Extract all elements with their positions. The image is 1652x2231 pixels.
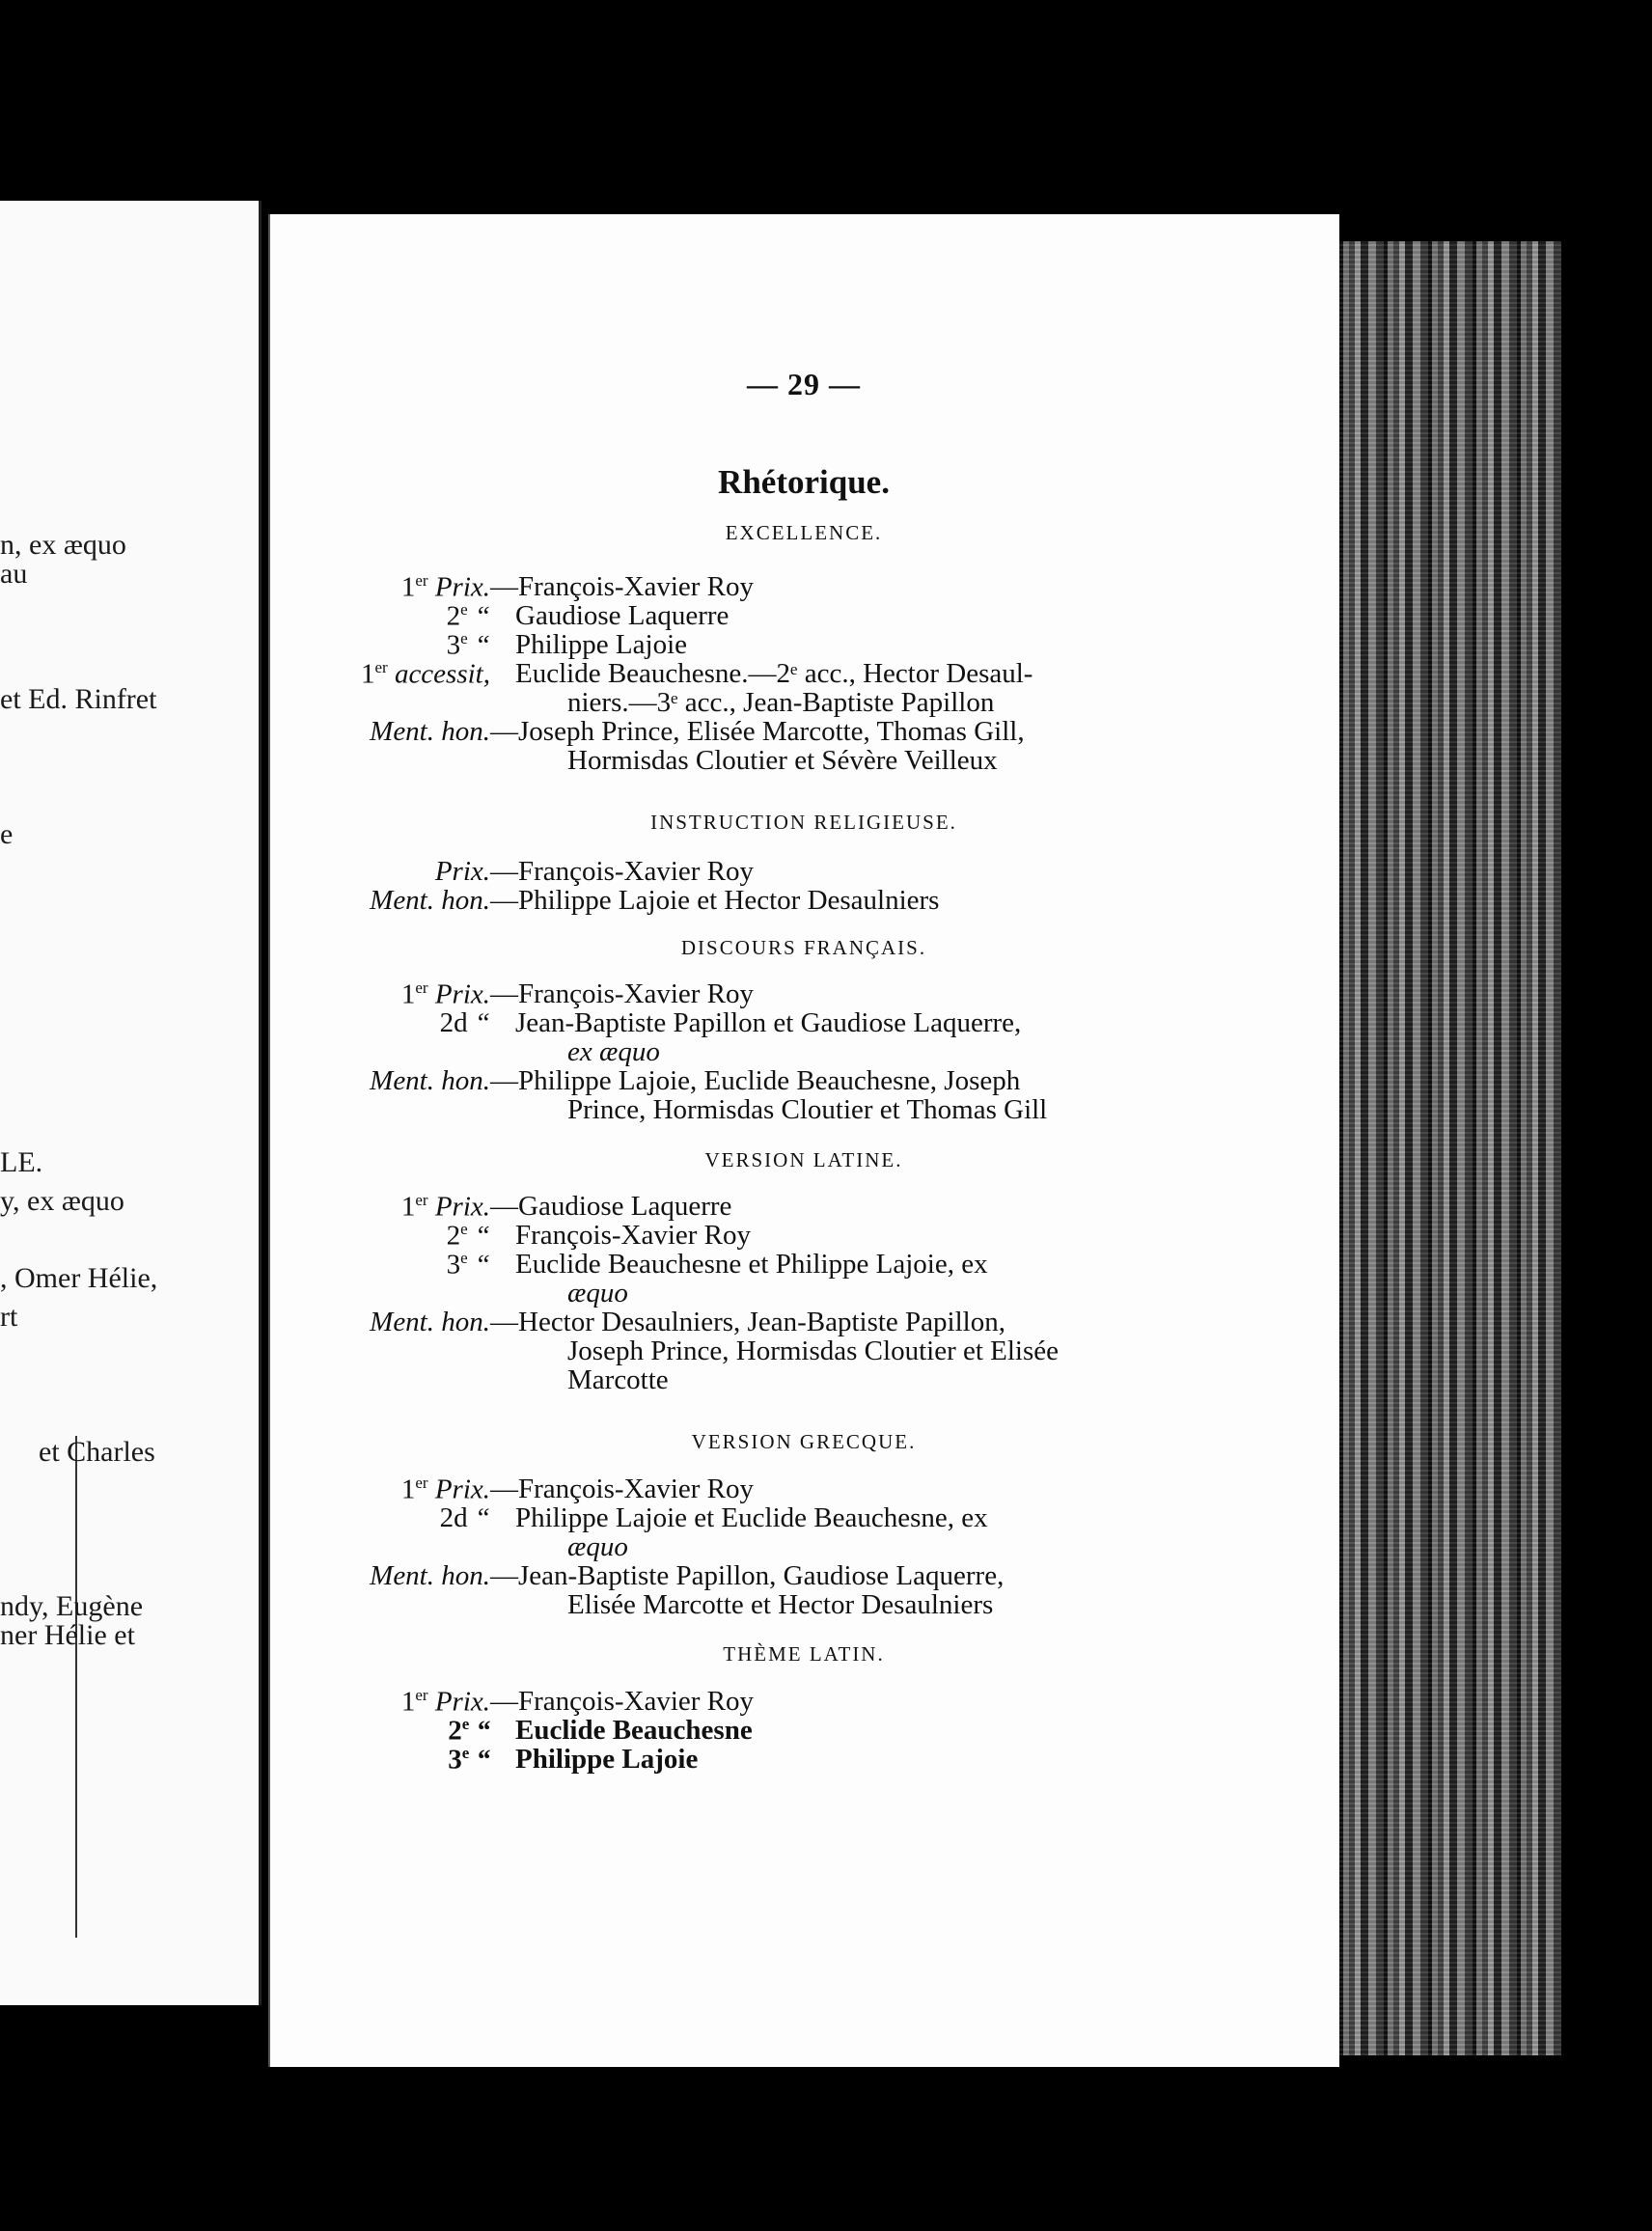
prize-rank: 2d “ — [439, 1007, 490, 1038]
prize-entry-continuation: Elisée Marcotte et Hector Desaulniers — [567, 1589, 994, 1620]
left-page-text: , Omer Hélie, — [0, 1262, 158, 1294]
section-heading: INSTRUCTION RELIGIEUSE. — [650, 811, 957, 834]
prize-entry-continuation: niers.—3ᵉ acc., Jean-Baptiste Papillon — [567, 687, 995, 718]
page-title: Rhétorique. — [718, 463, 890, 501]
left-page-text: LE. — [0, 1146, 43, 1178]
prize-entry: François-Xavier Roy — [515, 1220, 752, 1251]
prize-entry-continuation: Joseph Prince, Hormisdas Cloutier et Elisée — [567, 1336, 1060, 1366]
prize-rank: 2d “ — [439, 1502, 490, 1533]
prize-entry-continuation: æquo — [567, 1531, 628, 1562]
section-heading: VERSION GRECQUE. — [691, 1430, 917, 1453]
prize-entry: —François-Xavier Roy — [490, 1686, 755, 1717]
left-page-text: et Charles — [39, 1436, 155, 1468]
prize-rank: 1er Prix. — [400, 1686, 490, 1718]
previous-page-fragment — [0, 201, 262, 2005]
prize-entry: Euclide Beauchesne.—2ᵉ acc., Hector Desaul- — [515, 658, 1033, 689]
prize-rank: 1er Prix. — [400, 1191, 490, 1223]
prize-entry: Philippe Lajoie — [515, 629, 687, 660]
prize-rank: 2e “ — [446, 1220, 490, 1252]
prize-rank: Ment. hon. — [370, 1307, 490, 1337]
prize-entry: —Philippe Lajoie et Hector Desaulniers — [490, 885, 940, 916]
prize-rank: 2e “ — [446, 600, 490, 632]
prize-entry-continuation: Prince, Hormisdas Cloutier et Thomas Gill — [567, 1094, 1048, 1125]
prize-rank: Ment. hon. — [370, 1560, 490, 1591]
prize-entry: —Jean-Baptiste Papillon, Gaudiose Laquerre, — [490, 1560, 1005, 1591]
prize-entry: Euclide Beauchesne et Philippe Lajoie, ex — [515, 1249, 988, 1280]
prize-entry-continuation: ex æquo — [567, 1036, 660, 1067]
prize-entry: Philippe Lajoie et Euclide Beauchesne, ex — [515, 1502, 988, 1533]
prize-entry: —François-Xavier Roy — [490, 856, 755, 887]
left-page-text: et Ed. Rinfret — [0, 683, 157, 715]
prize-rank: Ment. hon. — [370, 1065, 490, 1096]
left-page-text: ner Hélie et — [0, 1619, 135, 1651]
prize-entry: —François-Xavier Roy — [490, 571, 755, 602]
binding-line — [75, 1436, 77, 1938]
prize-entry: —Gaudiose Laquerre — [490, 1191, 732, 1222]
prize-entry-continuation: æquo — [567, 1278, 628, 1308]
page-edges — [1339, 241, 1561, 2055]
prize-rank: Ment. hon. — [370, 885, 490, 916]
prize-rank: Prix. — [434, 856, 490, 887]
prize-rank: 3e “ — [446, 1249, 490, 1281]
prize-rank: 1er Prix. — [400, 571, 490, 603]
page-number: — 29 — — [747, 367, 861, 401]
left-page-text: ndy, Eugène — [0, 1590, 144, 1622]
left-page-text: y, ex æquo — [0, 1185, 124, 1217]
book-page — [268, 214, 1339, 2067]
prize-entry: Philippe Lajoie — [515, 1744, 699, 1775]
left-page-text: au — [0, 558, 28, 590]
prize-rank: Ment. hon. — [370, 716, 490, 747]
prize-entry: —François-Xavier Roy — [490, 1474, 755, 1504]
prize-entry: —François-Xavier Roy — [490, 978, 755, 1009]
prize-rank: 1er Prix. — [400, 978, 490, 1010]
prize-entry: —Joseph Prince, Elisée Marcotte, Thomas Gill, — [490, 716, 1025, 747]
prize-rank: 3e “ — [448, 1744, 490, 1776]
section-heading: DISCOURS FRANÇAIS. — [680, 936, 927, 959]
prize-entry: Gaudiose Laquerre — [515, 600, 730, 631]
section-heading: VERSION LATINE. — [704, 1148, 903, 1171]
left-page-text: e — [0, 818, 14, 850]
prize-rank: 1er Prix. — [400, 1474, 490, 1505]
prize-entry: —Hector Desaulniers, Jean-Baptiste Papillon, — [490, 1307, 1005, 1337]
prize-entry: Euclide Beauchesne — [515, 1715, 753, 1746]
left-page-text: n, ex æquo — [0, 529, 126, 561]
prize-rank: 1er accessit, — [360, 658, 490, 690]
prize-entry-continuation: Marcotte — [567, 1364, 669, 1395]
prize-entry: —Philippe Lajoie, Euclide Beauchesne, Joseph — [490, 1065, 1021, 1096]
left-page-text: rt — [0, 1301, 18, 1333]
section-heading: THÈME LATIN. — [723, 1642, 885, 1666]
prize-entry-continuation: Hormisdas Cloutier et Sévère Veilleux — [567, 745, 998, 776]
section-heading: EXCELLENCE. — [725, 521, 883, 544]
prize-rank: 2e “ — [448, 1715, 490, 1747]
prize-rank: 3e “ — [446, 629, 490, 661]
prize-entry: Jean-Baptiste Papillon et Gaudiose Laquerre, — [515, 1007, 1022, 1038]
